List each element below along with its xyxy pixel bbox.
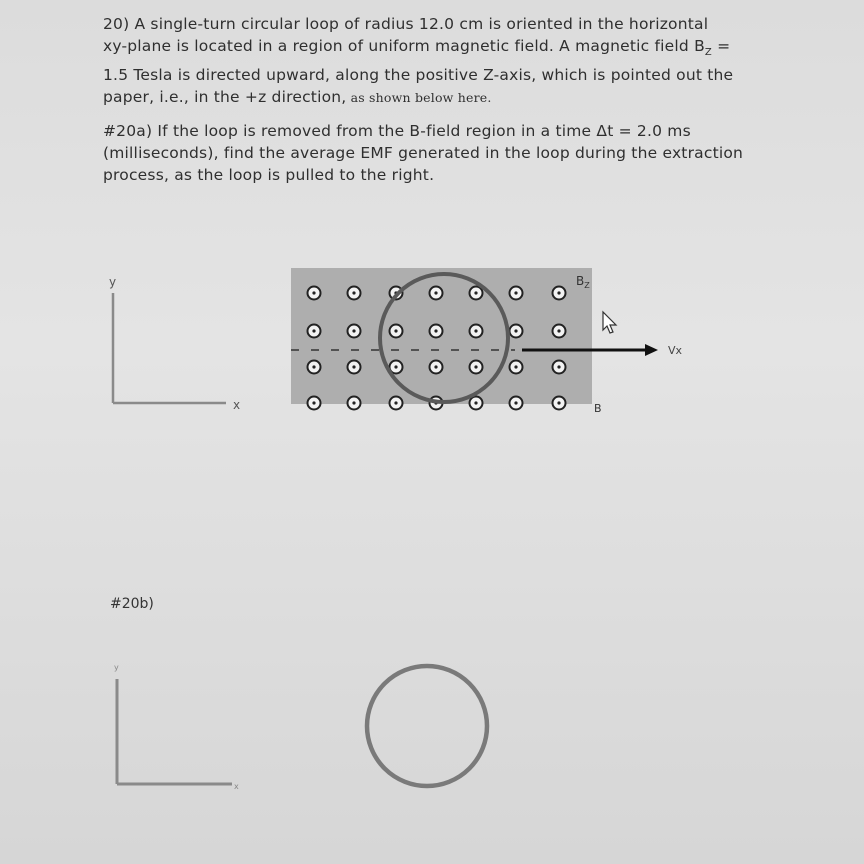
field-dot-icon bbox=[308, 361, 321, 374]
problem-line-2-tail: = bbox=[711, 37, 731, 55]
bz-label: $B_Z$ bbox=[576, 274, 590, 290]
bz-subscript: Z bbox=[704, 47, 712, 59]
problem-line-4-text: paper, i.e., in the +z direction, bbox=[103, 88, 347, 107]
problem-line-2-text: xy-plane is located in a region of uniform magnetic field. A magnetic field B bbox=[103, 37, 705, 55]
part-a-line-1: #20a) If the loop is removed from the B-field region in a time Δt = 2.0 ms bbox=[103, 122, 691, 140]
part-b-label: #20b) bbox=[110, 596, 154, 612]
field-dot-icon bbox=[470, 361, 483, 374]
field-dot-icon bbox=[510, 325, 523, 338]
figure-b-x-label: x bbox=[234, 782, 239, 791]
field-dot-icon bbox=[348, 361, 361, 374]
figure-a-y-label: y bbox=[109, 275, 117, 289]
field-dot-icon bbox=[308, 325, 321, 338]
field-dot-icon bbox=[390, 325, 403, 338]
b-symbol-label: B bbox=[594, 402, 602, 415]
field-dot-icon bbox=[470, 397, 483, 410]
field-dot-icon bbox=[430, 361, 443, 374]
velocity-label: Vx bbox=[668, 344, 683, 357]
field-dot-icon bbox=[470, 287, 483, 300]
field-dot-icon bbox=[308, 287, 321, 300]
field-dot-icon bbox=[553, 361, 566, 374]
field-dot-icon bbox=[553, 287, 566, 300]
figure-a-x-label: x bbox=[233, 398, 241, 412]
problem-line-4-tail: as shown below here. bbox=[346, 90, 492, 106]
field-dot-icon bbox=[510, 397, 523, 410]
part-a-line-3: process, as the loop is pulled to the right. bbox=[103, 166, 435, 184]
field-dot-icon bbox=[430, 325, 443, 338]
field-dot-icon bbox=[553, 325, 566, 338]
field-dot-icon bbox=[510, 361, 523, 374]
field-dot-icon bbox=[470, 325, 483, 338]
field-dot-icon bbox=[348, 325, 361, 338]
field-dot-icon bbox=[348, 287, 361, 300]
field-dot-icon bbox=[308, 397, 321, 410]
field-dot-icon bbox=[390, 397, 403, 410]
field-dot-icon bbox=[510, 287, 523, 300]
field-dot-icon bbox=[553, 397, 566, 410]
field-dot-icon bbox=[430, 287, 443, 300]
part-a-line-2: (milliseconds), find the average EMF generated in the loop during the extraction bbox=[103, 144, 744, 162]
field-dot-icon bbox=[348, 397, 361, 410]
mouse-cursor-icon bbox=[603, 312, 616, 333]
figure-b-y-label: y bbox=[114, 663, 119, 672]
figure-a-axes bbox=[109, 275, 240, 412]
problem-line-3: 1.5 Tesla is directed upward, along the positive Z-axis, which is pointed out the bbox=[103, 66, 734, 85]
problem-line-1: 20) A single-turn circular loop of radius 12.0 cm is oriented in the horizontal bbox=[103, 15, 709, 33]
